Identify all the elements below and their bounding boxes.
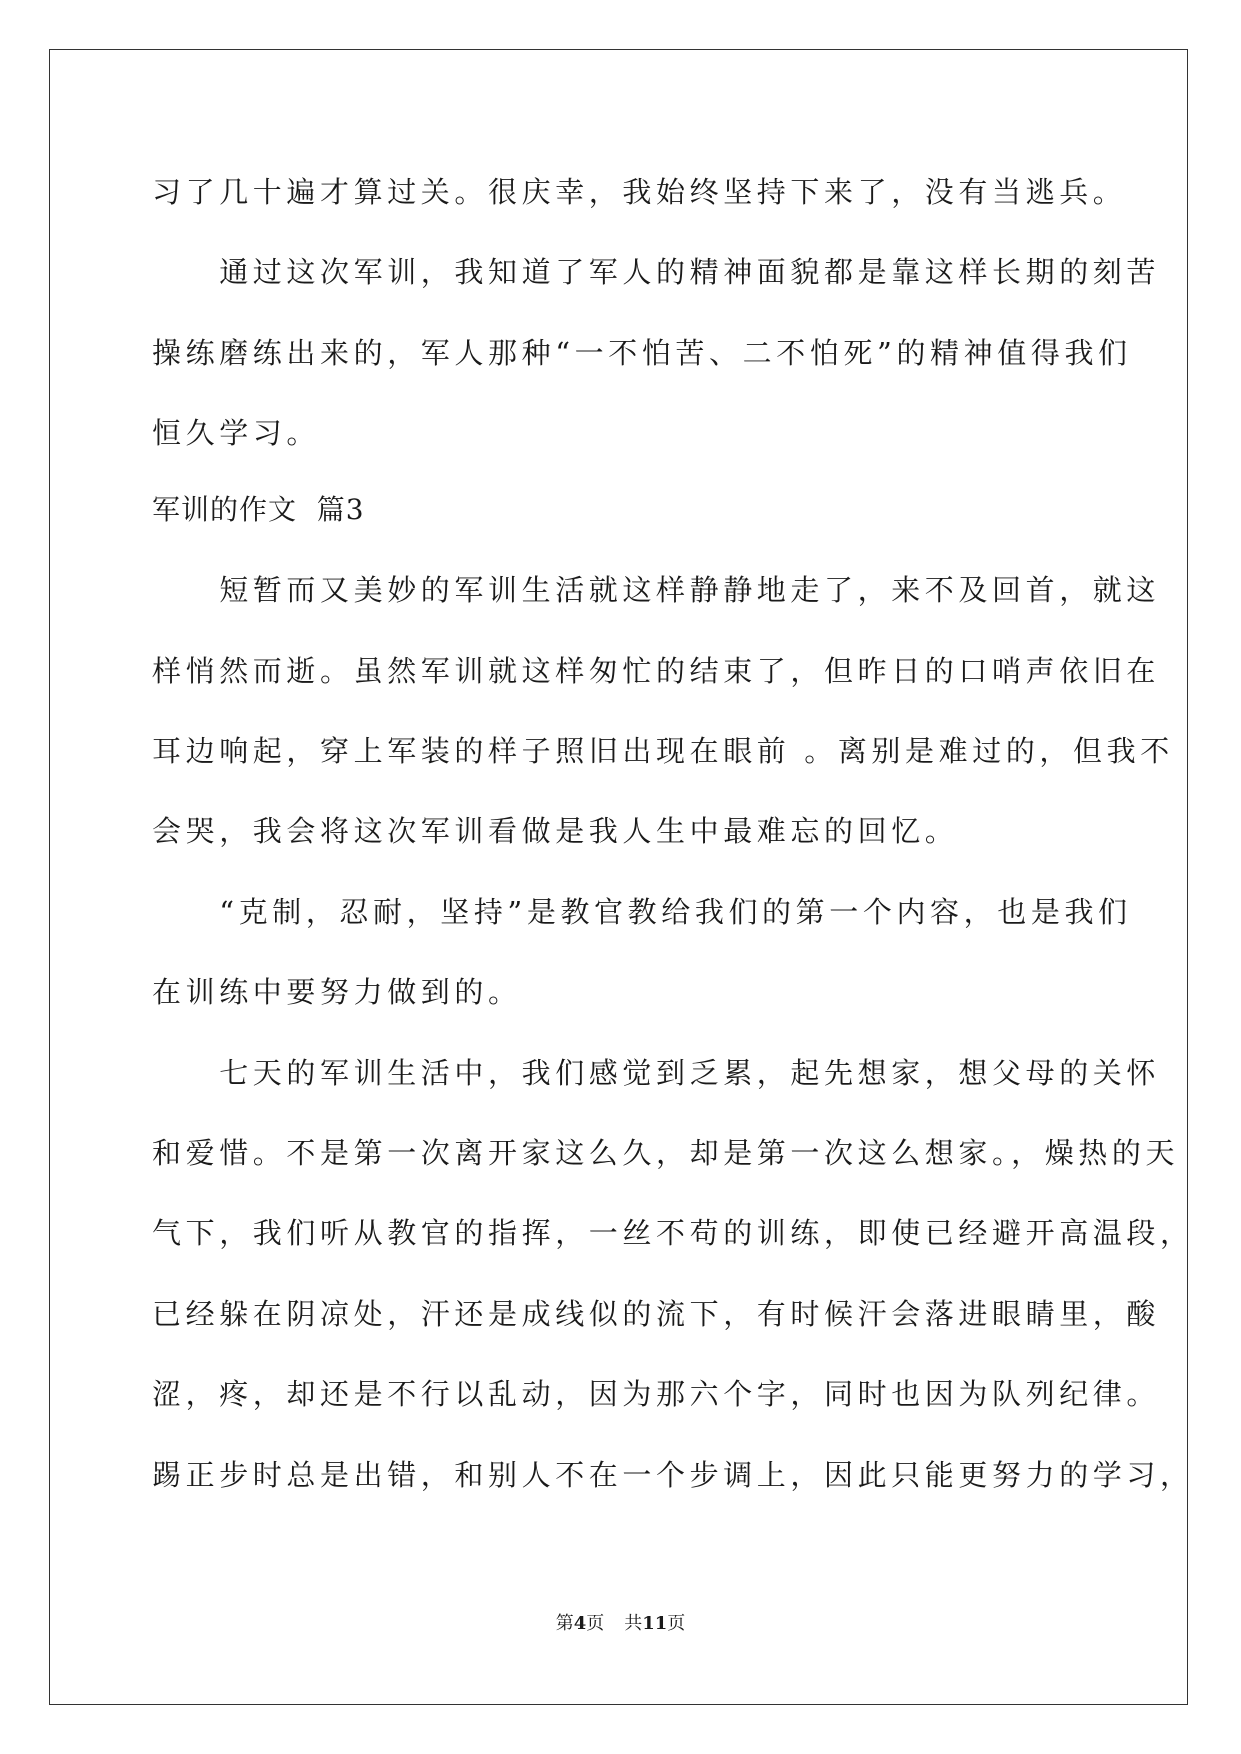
paragraph-line: “克制，忍耐，坚持”是教官教给我们的第一个内容，也是我们 <box>152 895 1132 929</box>
paragraph-line: 在训练中要努力做到的。 <box>152 975 522 1009</box>
paragraph-line: 习了几十遍才算过关。很庆幸，我始终坚持下来了，没有当逃兵。 <box>152 175 1127 209</box>
paragraph-line: 气下，我们听从教官的指挥，一丝不苟的训练，即使已经避开高温段， <box>152 1216 1194 1250</box>
paragraph-line: 已经躲在阴凉处，汗还是成线似的流下，有时候汗会落进眼睛里，酸 <box>152 1297 1161 1331</box>
paragraph-line: 和爱惜。不是第一次离开家这么久，却是第一次这么想家。，燥热的天 <box>152 1136 1180 1170</box>
paragraph-line: 操练磨练出来的，军人那种“一不怕苦、二不怕死”的精神值得我们 <box>152 336 1132 370</box>
paragraph-line: 恒久学习。 <box>152 416 321 450</box>
page-footer <box>0 1612 1241 1636</box>
page-total-label: 共11页 <box>624 1613 686 1634</box>
paragraph-line: 短暂而又美妙的军训生活就这样静静地走了，来不及回首，就这 <box>152 573 1161 607</box>
paragraph-line: 七天的军训生活中，我们感觉到乏累，起先想家，想父母的关怀 <box>152 1056 1161 1090</box>
paragraph-line: 耳边响起，穿上军装的样子照旧出现在眼前 。离别是难过的，但我不 <box>152 734 1174 768</box>
paragraph-line: 样悄然而逝。虽然军训就这样匆忙的结束了，但昨日的口哨声依旧在 <box>152 654 1161 688</box>
paragraph-line: 踢正步时总是出错，和别人不在一个步调上，因此只能更努力的学习， <box>152 1458 1194 1492</box>
page-number-label: 第4页 <box>555 1613 605 1634</box>
paragraph-line: 涩，疼，却还是不行以乱动，因为那六个字，同时也因为队列纪律。 <box>152 1377 1161 1411</box>
section-heading: 军训的作文 篇3 <box>152 493 365 526</box>
paragraph-line: 通过这次军训，我知道了军人的精神面貌都是靠这样长期的刻苦 <box>152 255 1161 289</box>
paragraph-line: 会哭，我会将这次军训看做是我人生中最难忘的回忆。 <box>152 814 959 848</box>
